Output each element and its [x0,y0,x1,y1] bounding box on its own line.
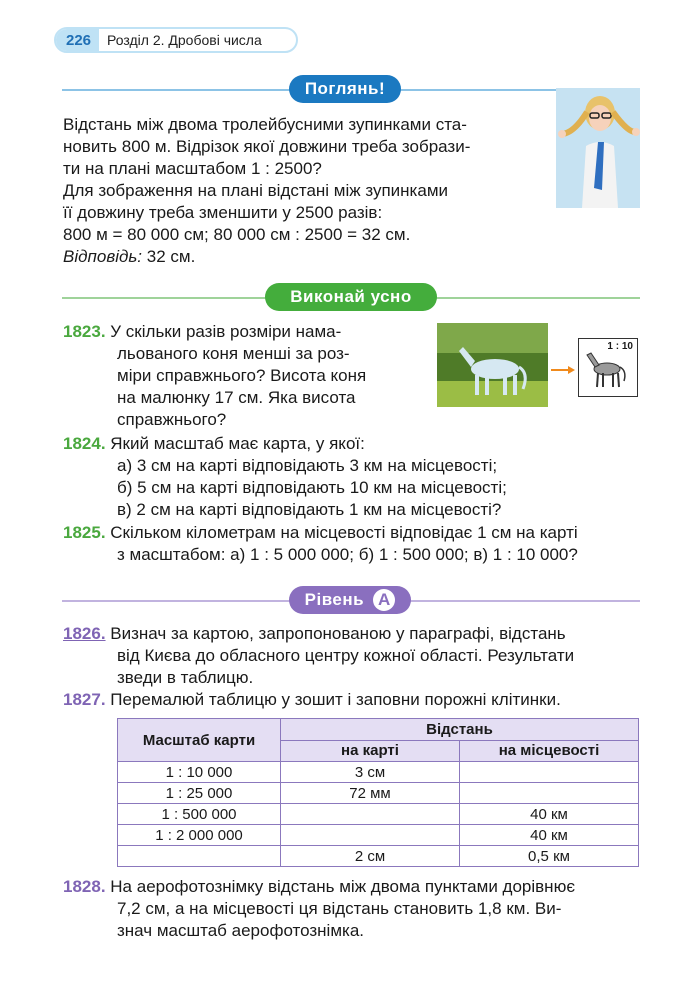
problem-line: а) 3 см на карті відповідають 3 км на місцевості; [117,456,498,475]
problem-number: 1825. [63,523,106,542]
problem-line: в) 2 см на карті відповідають 1 км на місцевості? [117,500,502,519]
look-line: ти на плані масштабом 1 : 2500? [63,159,322,178]
table-cell [460,783,639,804]
problem-line: з масштабом: а) 1 : 5 000 000; б) 1 : 500 000; в) 1 : 10 000? [117,545,578,564]
table-cell [281,825,460,846]
problem-line: справжнього? [117,410,227,429]
problem-1826 [63,623,574,689]
problem-1823 [63,321,366,431]
problem-1825 [63,522,578,566]
table-header-distance: Відстань [281,719,639,741]
table-row [118,804,639,825]
table-header-scale: Масштаб карти [118,719,281,762]
problem-number: 1826. [63,624,106,643]
look-line: новить 800 м. Відрізок якої довжини треба зобрази- [63,137,471,156]
problem-line: Перемалюй таблицю у зошит і заповни порожні клітинки. [110,690,561,709]
problem-line: знач масштаб аерофотознімка. [117,921,365,940]
section-title: Розділ 2. Дробові числа [107,32,262,48]
scale-table [117,718,639,867]
table-row [118,846,639,867]
table-cell: 0,5 км [460,846,639,867]
problem-line: На аерофотознімку відстань між двома пунктами дорівнює [110,877,575,896]
horse-drawing [578,338,638,397]
table-cell: 3 см [281,762,460,783]
problem-line: Який масштаб має карта, у якої: [110,434,365,453]
problem-number: 1824. [63,434,106,453]
table-header-ground: на місцевості [460,740,639,762]
table-cell: 2 см [281,846,460,867]
scale-label: 1 : 10 [607,341,633,352]
problem-line: зведи в таблицю. [117,668,254,687]
table-cell: 1 : 25 000 [118,783,281,804]
table-cell [460,762,639,783]
look-line: її довжину треба зменшити у 2500 разів: [63,203,383,222]
problem-number: 1823. [63,322,106,341]
problem-line: від Києва до обласного центру кожної області. Результати [117,646,575,665]
table-row [118,762,639,783]
table-cell [281,804,460,825]
table-header-map: на карті [281,740,460,762]
oral-banner: Виконай усно [265,283,437,311]
table-cell: 40 км [460,825,639,846]
arrow-right-icon [551,362,575,372]
level-banner [289,586,411,614]
problem-number: 1827. [63,690,106,709]
look-banner: Поглянь! [289,75,401,103]
table-row [118,825,639,846]
table-cell: 1 : 10 000 [118,762,281,783]
answer-label: Відповідь: [63,247,143,266]
problem-line: Визнач за картою, запропонованою у параграфі, відстань [110,624,566,643]
table-cell: 1 : 2 000 000 [118,825,281,846]
problem-line: б) 5 см на карті відповідають 10 км на місцевості; [117,478,507,497]
table-cell: 40 км [460,804,639,825]
level-letter-badge: А [373,589,395,611]
look-line: Для зображення на плані відстані між зупинками [63,181,448,200]
page-header [54,27,298,53]
table-cell: 72 мм [281,783,460,804]
page-number: 226 [56,29,99,51]
look-line: 800 м = 80 000 см; 80 000 см : 2500 = 32 см. [63,225,411,244]
problem-1824 [63,433,507,521]
problem-1827 [63,689,561,711]
problem-number: 1828. [63,877,106,896]
look-answer [63,246,470,268]
problem-line: 7,2 см, а на місцевості ця відстань становить 1,8 км. Ви- [117,899,562,918]
girl-illustration [556,88,640,208]
problem-1828 [63,876,575,942]
look-line: Відстань між двома тролейбусними зупинками ста- [63,115,467,134]
problem-line: Скільком кілометрам на місцевості відповідає 1 см на карті [110,523,578,542]
problem-line: на малюнку 17 см. Яка висота [117,388,356,407]
problem-line: льованого коня менші за роз- [117,344,350,363]
problem-line: міри справжнього? Висота коня [117,366,367,385]
answer-value: 32 см. [142,247,196,266]
table-cell: 1 : 500 000 [118,804,281,825]
table-row [118,783,639,804]
look-text [63,114,470,268]
level-label: Рівень [304,590,365,609]
table-cell [118,846,281,867]
problem-line: У скільки разів розміри нама- [110,322,342,341]
horse-photo [437,323,548,407]
